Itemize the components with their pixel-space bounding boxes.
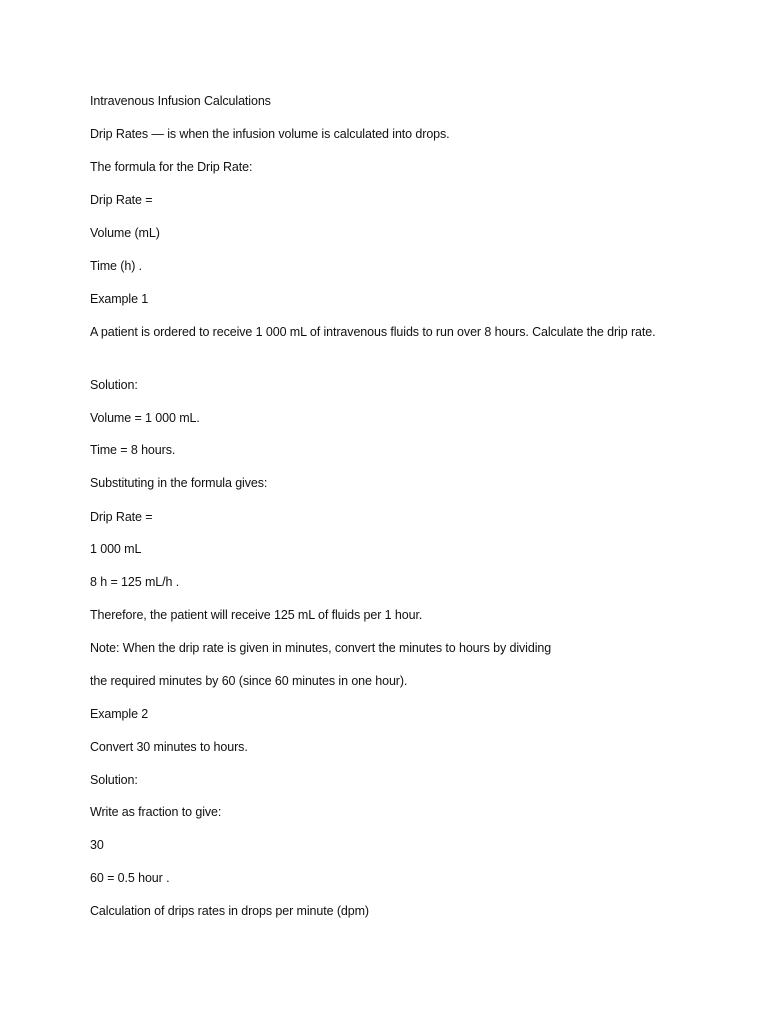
volume-value: Volume = 1 000 mL. (90, 411, 200, 425)
example-1-problem: A patient is ordered to receive 1 000 mL of intravenous fluids to run over 8 hours. Calculate the drip rate. (90, 325, 656, 339)
fraction-numerator: 30 (90, 838, 104, 852)
formula-numerator: Volume (mL) (90, 226, 160, 240)
note-text-line-1: Note: When the drip rate is given in minutes, convert the minutes to hours by dividing (90, 641, 552, 655)
drip-rate-label-2: Drip Rate = (90, 510, 153, 524)
document-title: Intravenous Infusion Calculations (90, 94, 271, 108)
substitution-result: 8 h = 125 mL/h . (90, 575, 180, 589)
fraction-instruction: Write as fraction to give: (90, 805, 222, 819)
example-2-heading: Example 2 (90, 707, 149, 721)
example-1-heading: Example 1 (90, 292, 149, 306)
conclusion-text: Therefore, the patient will receive 125 mL of fluids per 1 hour. (90, 608, 423, 622)
substitution-text: Substituting in the formula gives: (90, 476, 268, 490)
fraction-result: 60 = 0.5 hour . (90, 871, 170, 885)
drip-rate-label: Drip Rate = (90, 193, 153, 207)
drip-rates-definition: Drip Rates — is when the infusion volume is calculated into drops. (90, 127, 450, 141)
time-value: Time = 8 hours. (90, 443, 176, 457)
formula-heading: The formula for the Drip Rate: (90, 160, 253, 174)
dpm-heading: Calculation of drips rates in drops per minute (dpm) (90, 904, 369, 918)
note-text-line-2: the required minutes by 60 (since 60 minutes in one hour). (90, 674, 408, 688)
formula-denominator: Time (h) . (90, 259, 143, 273)
substitution-numerator: 1 000 mL (90, 542, 142, 556)
example-2-problem: Convert 30 minutes to hours. (90, 740, 248, 754)
solution-1-heading: Solution: (90, 378, 138, 392)
solution-2-heading: Solution: (90, 773, 138, 787)
